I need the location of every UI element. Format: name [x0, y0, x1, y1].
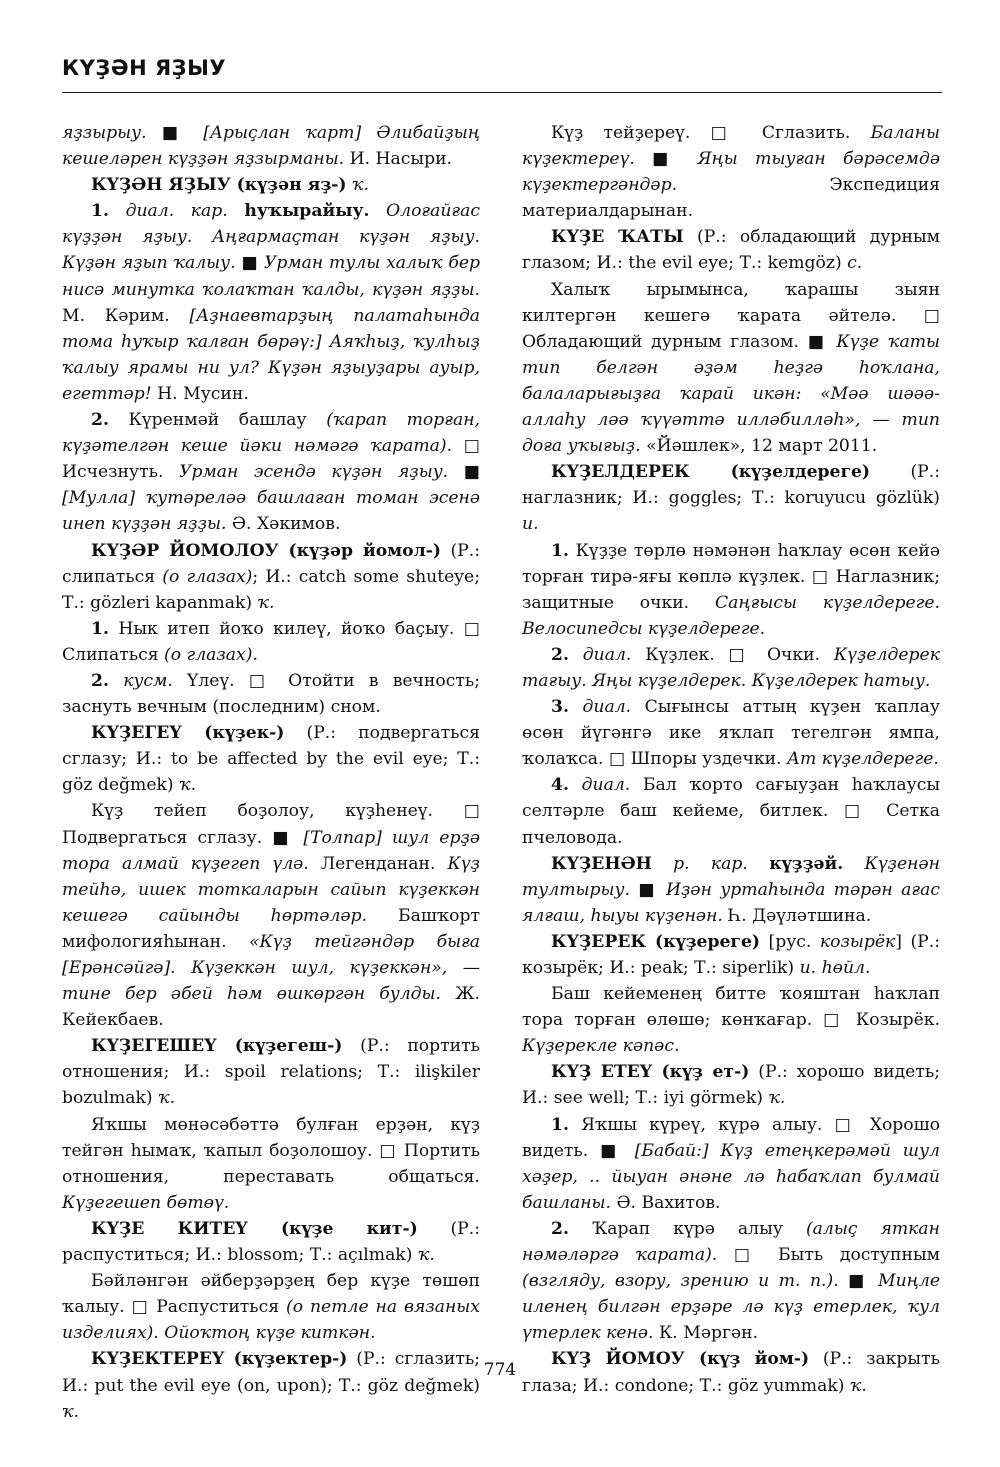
- right-column-paragraph: КҮҘ ЙОМОУ (күҙ йом-) (Р.: закрыть глаза; И.: condone; Т.: göz yummak) ҡ.: [522, 1349, 940, 1396]
- right-column: [522, 120, 940, 1399]
- left-column: [62, 120, 480, 1425]
- left-column-paragraph: КҮҘЕКТЕРЕҮ (күҙектер-) (Р.: сглазить; И.: put the evil eye (on, upon); Т.: göz değmek) ҡ.: [62, 1349, 481, 1422]
- left-column-paragraph: КҮҘЕ КИТЕҮ (күҙе кит-) (Р.: распуститься; И.: blossom; Т.: açılmak) ҡ.: [62, 1218, 480, 1266]
- left-column-paragraph: яҙзырыу. ■ [Арыҫлан ҡарт] Әлибайҙың кешеләрен күҙҙән яҙзырманы. И. Насыри.: [62, 123, 480, 170]
- right-column-paragraph: КҮҘЕНӘН р. кар. күҙҙәй. Күҙенән тултырыу. ■ Иҙән уртаһында тәрән ағас ялғаш, һыуы күҙенән. Һ. Дәүләтшина.: [522, 853, 940, 926]
- right-column-paragraph: Халыҡ ырымынса, ҡарашы зыян килтергән кешегә ҡарата әйтелә. □ Обладающий дурным глазом. ■ Күҙе ҡаты тип белгән әҙәм һеҙгә һоҡлана, балаларығыҙға ҡарай икән: «Мәә шәәә-аллаһу ләә ҡүүәттә илләбилләһ», — тип доға уҡығыҙ. «Йәшлек», 12 март 2011.: [522, 279, 940, 457]
- left-column-paragraph: Яҡшы мөнәсәбәттә булған ерҙән, күҙ тейгән һымаҡ, ҡапыл боҙолошоу. □ Портить отношения, переставать общаться. Күҙегешеп бөтөү.: [62, 1114, 480, 1213]
- left-column-paragraph: КҮҘЕГЕҮ (күҙек-) (Р.: подвергаться сглазу; И.: to be affected by the evil eye; Т.: göz değmek) ҡ.: [62, 723, 481, 796]
- left-column-paragraph: Бәйләнгән әйберҙәрҙең бер күҙе төшөп ҡалыу. □ Распуститься (о петле на вязаных изделиях). Ойоҡтоң күҙе киткән.: [62, 1271, 480, 1344]
- running-head: КҮҘӘН ЯҘЫУ: [62, 56, 227, 80]
- right-column-paragraph: КҮҘЕРЕК (күҙереге) [рус. козырёк] (Р.: козырёк; И.: peak; Т.: siperlik) и. һөйл.: [522, 931, 940, 978]
- right-column-paragraph: Баш кейеменең битте ҡояштан һаҡлап тора торған өлөшө; көнҡағар. □ Козырёк. Күҙерекле кәпәс.: [522, 984, 940, 1057]
- left-column-paragraph: 1. Нык итеп йоҡо килеү, йоҡо баҫыу. □ Слипаться (о глазах).: [62, 618, 480, 665]
- page-number: 774: [483, 1360, 517, 1380]
- right-column-paragraph: 4. диал. Бал ҡорто сағыуҙан һаҡлаусы селтәрле баш кейеме, битлек. □ Сетка пчеловода.: [522, 775, 941, 848]
- left-column-paragraph: 2. Күренмәй башлау (ҡарап торған, күҙәтелгән кеше йәки нәмәгә ҡарата). □ Исчезнуть. Урман эсендә күҙән яҙыу. ■ [Мулла] ҡутәреләә башлаған томан эсенә инеп күҙҙән яҙҙы. Ә. Хәкимов.: [62, 410, 481, 535]
- left-column-paragraph: 1. диал. кар. һуҡырайыу. Олоғайғас күҙҙән яҙыу. Аңғармаҫтан күҙән яҙыу. Күҙән яҙып ҡалыу. ■ Урман тулы халыҡ бер нисә минутка ҡолаҡтан ҡалды, күҙән яҙҙы. М. Кәрим. [Аҙнаевтарҙың палатаһында тома һуҡыр ҡалған бөрәү:] Аяҡһыҙ, ҡулһыҙ ҡалыу ярамы ни ул? Күҙән яҙыуҙары ауыр, егеттәр! Н. Мусин.: [62, 201, 480, 404]
- right-column-paragraph: КҮҘЕ ҠАТЫ (Р.: обладающий дурным глазом; И.: the evil eye; Т.: kemgöz) с.: [522, 227, 940, 274]
- left-column-paragraph: КҮҘЕГЕШЕҮ (күҙегеш-) (Р.: портить отношения; И.: spoil relations; Т.: ilişkiler bozulmak) ҡ.: [62, 1036, 480, 1109]
- right-column-paragraph: 3. диал. Сығынсы аттың күҙен ҡаплау өсөн йүгәнгә ике яҡлап тегелгән ямпа, ҡолаҡса. □ Шпоры уздечки. Ат күҙелдереге.: [522, 697, 941, 770]
- header-rule: [62, 92, 942, 93]
- right-column-paragraph: КҮҘ ЕТЕҮ (күҙ ет-) (Р.: хорошо видеть; И.: see well; Т.: iyi görmek) ҡ.: [522, 1062, 940, 1109]
- right-column-paragraph: 2. Ҡарап күрә алыу (алыҫ яткан нәмәләргә ҡарата). □ Быть доступным (взгляду, взору, зрению и т. п.). ■ Миңле иленең билгән ерҙәре лә күҙ етерлек, ҡул үтерлек кенә. К. Мәргән.: [522, 1218, 941, 1344]
- left-column-paragraph: 2. кусм. Үлеү. □ Отойти в вечность; заснуть вечным (последним) сном.: [62, 670, 480, 718]
- right-column-paragraph: 1. Күҙҙе төрлө нәмәнән һаҡлау өсөн кейә торған тирә-яғы көплә күҙлек. □ Наглазник; защитные очки. Саңғысы күҙелдереге. Велосипедсы күҙелдереге.: [522, 540, 940, 639]
- right-column-paragraph: 1. Яҡшы күреү, күрә алыу. □ Хорошо видеть. ■ [Бабай:] Күҙ етеңкерәмәй шул хәҙер, .. йыуан әнәне лә һабаҡлап булмай башланы. Ә. Вахитов.: [522, 1114, 940, 1213]
- right-column-paragraph: Күҙ тейҙереү. □ Сглазить. Баланы күҙектереү. ■ Яңы тыуған бәрәсемдә күҙектергәндәр. Экспедиция материалдарынан.: [522, 123, 940, 222]
- left-column-paragraph: Күҙ тейеп боҙолоу, күҙһенеү. □ Подвергаться сглазу. ■ [Толпар] шул ерҙә тора алмай күҙегеп үлә. Легенданан. Күҙ тейһә, ишек тоткаларын сайып күҙеккән кешегә сайынды һөртәләр. Башҡорт мифологияһынан. «Күҙ тейгәндәр быға [Ерәнсәйгә]. Күҙеккән шул, күҙеккән», — тине бер әбей һәм өшкөргән булды. Ж. Кейекбаев.: [62, 801, 481, 1031]
- left-column-paragraph: КҮҘӘН ЯҘЫУ (күҙән яҙ-) ҡ.: [91, 175, 370, 196]
- right-column-paragraph: 2. диал. Күҙлек. □ Очки. Күҙелдерек тағыу. Яңы күҙелдерек. Күҙелдерек һатыу.: [522, 644, 940, 691]
- right-column-paragraph: КҮҘЕЛДЕРЕК (күҙелдереге) (Р.: наглазник; И.: goggles; Т.: koruyucu gözlük) и.: [522, 462, 940, 535]
- left-column-paragraph: КҮҘӘР ЙОМОЛОУ (күҙәр йомол-) (Р.: слипаться (о глазах); И.: catch some shuteye; Т.: gözleri kapanmak) ҡ.: [62, 540, 480, 613]
